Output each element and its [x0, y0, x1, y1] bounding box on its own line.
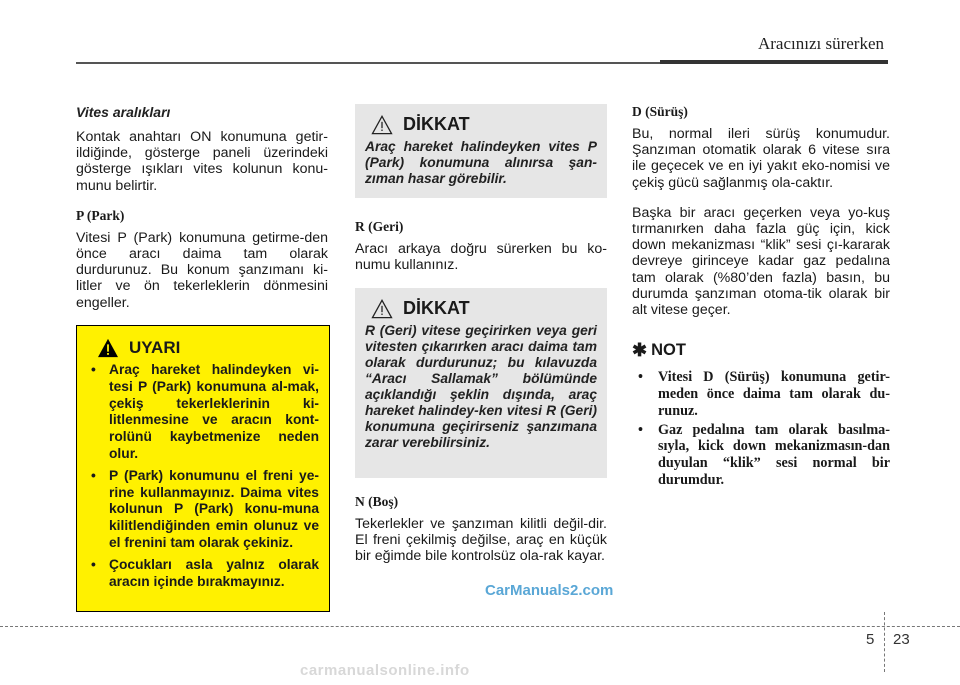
note-star-icon: ✱ — [632, 340, 648, 361]
neutral-heading: N (Boş) — [355, 494, 399, 509]
header-rule-accent — [660, 60, 888, 64]
note-item: • Vitesi D (Sürüş) konumuna getir-meden önce daima tam olarak du-runuz. — [632, 369, 890, 419]
caution-box-park — [355, 104, 607, 198]
caution-title: DİKKAT — [403, 298, 470, 318]
note-header — [632, 340, 890, 361]
caution-triangle-icon — [371, 299, 393, 319]
warning-header — [97, 338, 319, 358]
note-list — [632, 369, 890, 489]
note-section — [632, 340, 890, 489]
warning-box — [76, 325, 330, 612]
column-right — [632, 104, 890, 491]
neutral-paragraph: Tekerlekler ve şanzıman kilitli değil-dir. El freni çekilmiş değilse, araç en küçük bir eğimde bile kontrolsüz ola-rak kayar. — [355, 516, 607, 565]
header-title: Aracınızı sürerken — [757, 34, 884, 53]
caution-header — [371, 114, 597, 135]
park-paragraph: Vitesi P (Park) konumuna getirme-den önce aracı daima tam olarak durdurunuz. Bu konum şanzımanı ki-litler ve ön tekerleklerin dönmesini engeller. — [76, 229, 328, 311]
caution-header — [371, 298, 597, 319]
park-heading: P (Park) — [76, 207, 125, 223]
drive-paragraph-1: Bu, normal ileri sürüş konumudur. Şanzıman otomatik olarak 6 vitese sıra ile geçecek ve en iyi yakıt eko-nomisi ve çekiş gücü sağlanmış ola-caktır. — [632, 126, 890, 191]
footer-site-watermark: carmanualsonline.info — [300, 662, 470, 679]
section-number: 5 — [866, 631, 875, 648]
drive-heading: D (Sürüş) — [632, 104, 688, 119]
note-title: NOT — [651, 341, 686, 360]
drive-paragraph-2: Başka bir aracı geçerken veya yo-kuş tırmanırken daha fazla güç için, kick down mekanizması “klik” sesi çı-kararak devreye girinceye kadar gaz pedalına tam olarak (%80’den fazla) basın, bu durumda şanzıman otoma-tik olarak bir alt vitese geçer. — [632, 204, 890, 319]
note-item: • Gaz pedalına tam olarak basılma-sıyla, kick down mekanizmasın-dan duyulan “klik” sesi normal bir durumdur. — [632, 422, 890, 489]
caution-text: Araç hareket halindeyken vites P (Park) konumuna alınırsa şan-zıman hasar görebilir. — [365, 139, 597, 186]
page-number: 23 — [893, 631, 910, 648]
warning-triangle-icon — [97, 338, 119, 358]
reverse-section — [355, 219, 607, 273]
warning-item: • P (Park) konumunu el freni ye-rine kullanmayınız. Daima vites kolunun P (Park) konu-muna kilitlendiğinden emin olunuz ve el frenini tam olarak çekiniz. — [87, 468, 319, 552]
warning-list — [87, 362, 319, 590]
reverse-paragraph: Aracı arkaya doğru sürerken bu ko-numu kullanınız. — [355, 241, 607, 274]
caution-triangle-icon — [371, 115, 393, 135]
warning-item: • Araç hareket halindeyken vi-tesi P (Park) konumuna al-mak, çekiş tekerleklerinin ki-litlenmesine ve aracın kont-rolünü kaybetmenize neden olur. — [87, 362, 319, 463]
caution-box-reverse — [355, 288, 607, 478]
intro-paragraph: Kontak anahtarı ON konumuna getir-ildiğinde, gösterge paneli üzerindeki gösterge ışıkları vites kolunun konu-munu belirtir. — [76, 129, 328, 194]
section-heading-gear-ranges: Vites aralıkları — [76, 104, 171, 120]
footer-dashed-rule — [0, 626, 960, 627]
caution-text: R (Geri) vitese geçirirken veya geri vitesten çıkarırken aracı daima tam olarak durdurunuz; bu kılavuzda “Aracı Sallamak” bölümünde açıklandığı şeklin dışında, araç hareket halindey-ken vitesi R (Geri) konumuna geçirirseniz şanzımana zarar verebilirsiniz. — [365, 323, 597, 450]
footer-dashed-divider — [884, 612, 885, 672]
warning-title: UYARI — [129, 338, 181, 357]
column-left — [76, 104, 328, 311]
reverse-heading: R (Geri) — [355, 219, 404, 234]
warning-item: • Çocukları asla yalnız olarak aracın içinde bırakmayınız. — [87, 557, 319, 591]
watermark-link[interactable]: CarManuals2.com — [485, 582, 614, 599]
neutral-section — [355, 494, 607, 565]
caution-title: DİKKAT — [403, 114, 470, 134]
